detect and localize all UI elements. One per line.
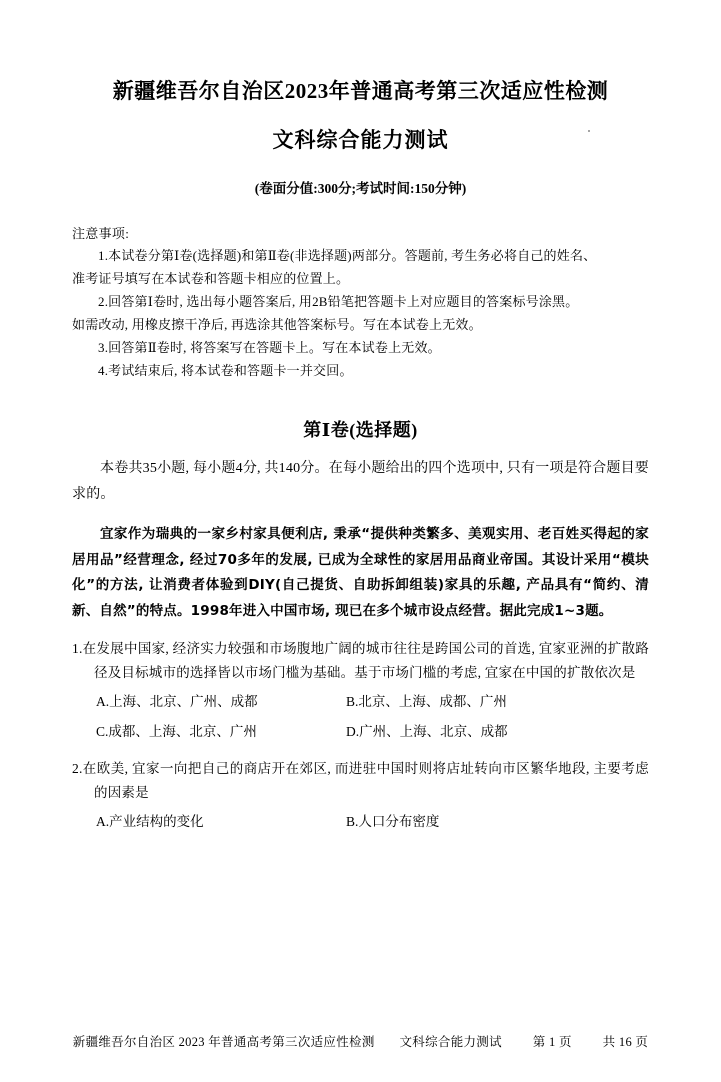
- page-subtitle: 文科综合能力测试: [272, 128, 449, 153]
- notice-item: 2.回答第Ⅰ卷时, 选出每小题答案后, 用2B铅笔把答题卡上对应题目的答案标号涂黑。: [98, 293, 579, 309]
- footer-total-pages: 共 16 页: [602, 1035, 649, 1049]
- notice-item: 准考证号填写在本试卷和答题卡相应的位置上。: [72, 270, 350, 286]
- exam-info: (卷面分值:300分;考试时间:150分钟): [254, 180, 467, 196]
- notice-heading: 注意事项:: [72, 225, 130, 241]
- notice-item: 4.考试结束后, 将本试卷和答题卡一并交回。: [98, 363, 353, 379]
- option-d[interactable]: D.广州、上海、北京、成都: [346, 723, 508, 739]
- question-1-options-row-2: [72, 719, 649, 745]
- notice-list: [72, 244, 649, 383]
- reading-material: 宜家作为瑞典的一家乡村家具便利店, 秉承“提供种类繁多、美观实用、老百姓买得起的家居用品”经营理念, 经过70多年的发展, 已成为全球性的家居用品商业帝国。其设计采用“模块化”的方法, 让消费者体验到DIY(自己提货、自助拆卸组装)家具的乐趣, 产品具有“简约、清新、自然”的特点。1998年进入中国市场, 现已在多个城市设点经营。据此完成1~3题。: [72, 526, 649, 620]
- notice-item: 1.本试卷分第Ⅰ卷(选择题)和第Ⅱ卷(非选择题)两部分。答题前, 考生务必将自己的姓名、: [98, 247, 597, 263]
- option-c[interactable]: C.成都、上海、北京、广州: [96, 723, 257, 739]
- section-instruction: 本卷共35小题, 每小题4分, 共140分。在每小题给出的四个选项中, 只有一项是符合题目要求的。: [72, 461, 649, 503]
- page-title: 新疆维吾尔自治区2023年普通高考第三次适应性检测: [112, 79, 609, 103]
- question-stem: 在欧美, 宜家一向把自己的商店开在郊区, 而进驻中国时则将店址转向市区繁华地段, 主要考虑的因素是: [82, 760, 649, 800]
- option-b[interactable]: B.人口分布密度: [346, 814, 440, 830]
- option-a[interactable]: A.上海、北京、广州、成都: [96, 694, 258, 710]
- option-b[interactable]: B.北京、上海、成都、广州: [346, 694, 507, 710]
- document-page: [0, 78, 721, 1082]
- question-2: [72, 757, 649, 806]
- page-footer: [0, 1032, 721, 1050]
- question-1: [72, 637, 649, 686]
- footer-exam: 新疆维吾尔自治区 2023 年普通高考第三次适应性检测: [72, 1035, 375, 1049]
- question-2-options-row-1: [72, 809, 649, 835]
- notice-item: 3.回答第Ⅱ卷时, 将答案写在答题卡上。写在本试卷上无效。: [98, 340, 441, 356]
- page-corner-mark: [588, 130, 590, 132]
- question-text: [72, 757, 649, 806]
- footer-subject: 文科综合能力测试: [399, 1035, 502, 1049]
- notice-item: 如需改动, 用橡皮擦干净后, 再选涂其他答案标号。写在本试卷上无效。: [72, 316, 482, 332]
- question-number: 1.: [72, 640, 83, 656]
- option-a[interactable]: A.产业结构的变化: [96, 814, 204, 830]
- question-text: [72, 637, 649, 686]
- footer-page-number: 第 1 页: [532, 1035, 572, 1049]
- section-title: 第Ⅰ卷(选择题): [303, 420, 418, 441]
- question-number: 2.: [72, 760, 83, 776]
- question-stem: 在发展中国家, 经济实力较强和市场腹地广阔的城市往往是跨国公司的首选, 宜家亚洲的扩散路径及目标城市的选择皆以市场门槛为基础。基于市场门槛的考虑, 宜家在中国的扩散依次是: [82, 640, 649, 680]
- question-1-options-row-1: [72, 689, 649, 715]
